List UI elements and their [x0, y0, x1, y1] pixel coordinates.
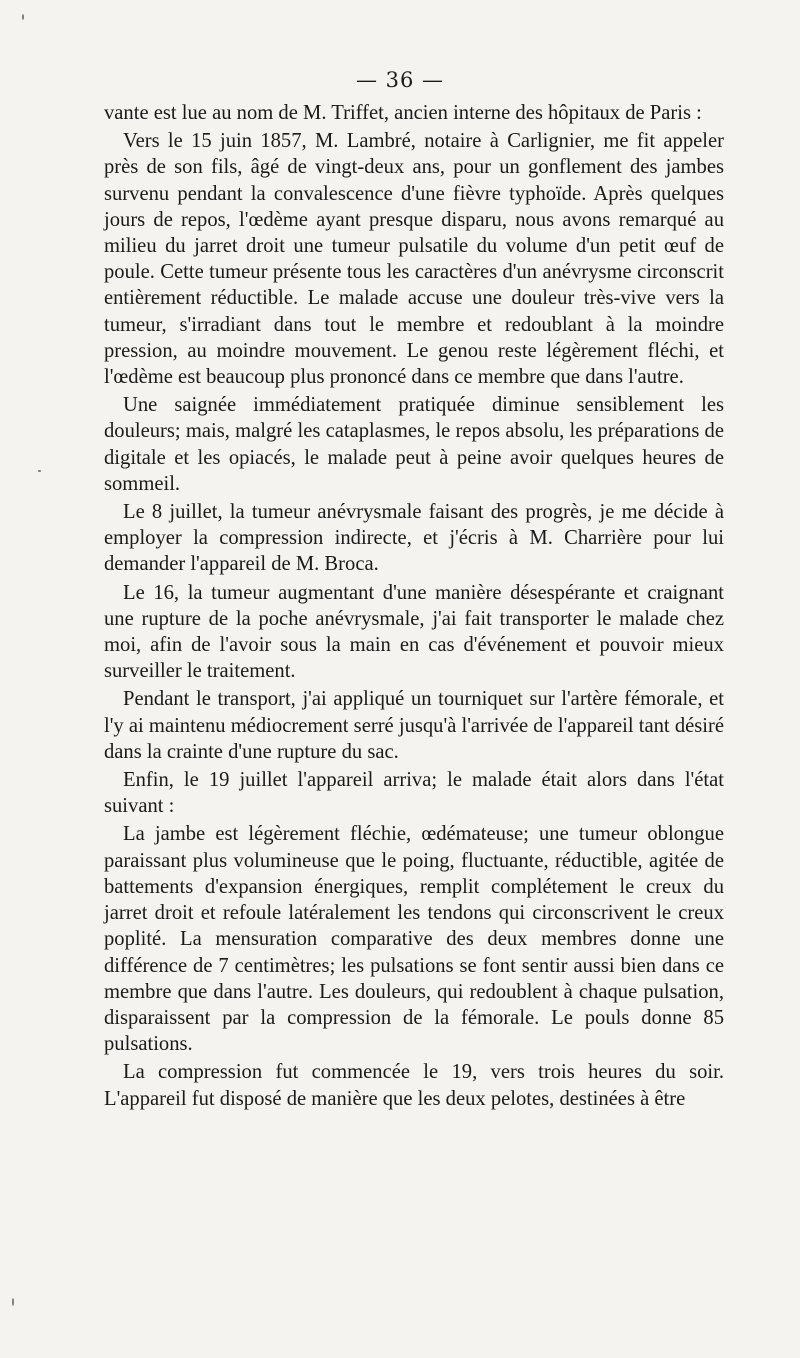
scan-speck: [38, 470, 41, 472]
paragraph-2: Vers le 15 juin 1857, M. Lambré, notaire à Carlignier, me fit appeler près de son fils, âgé de vingt-deux ans, pour un gonflement des jambes survenu pendant la convalescence d'une fièvre typhoïde. Après quelques jours de repos, l'œdème ayant presque disparu, nous avons remarqué au milieu du jarret droit une tumeur pulsatile du volume d'un petit œuf de poule. Cette tumeur présente tous les caractères d'un anévrysme circonscrit entièrement réductible. Le malade accuse une douleur très-vive vers la tumeur, s'irradiant dans tout le membre et redoublant à la moindre pression, au moindre mouvement. Le genou reste légèrement fléchi, et l'œdème est beaucoup plus prononcé dans ce membre que dans l'autre.: [104, 130, 724, 389]
paragraph-3: Une saignée immédiatement pratiquée diminue sensiblement les douleurs; mais, malgré les cataplasmes, le repos absolu, les préparations de digitale et les opiacés, le malade peut à peine avoir quelques heures de sommeil.: [104, 394, 724, 495]
paragraph-6: Pendant le transport, j'ai appliqué un tourniquet sur l'artère fémorale, et l'y ai maintenu médiocrement serré jusqu'à l'arrivée de l'appareil tant désiré dans la crainte d'une rupture du sac.: [104, 688, 724, 763]
paragraph-9: La compression fut commencée le 19, vers trois heures du soir. L'appareil fut disposé de manière que les deux pelotes, destinées à être: [104, 1061, 724, 1110]
paragraph-8: La jambe est légèrement fléchie, œdémateuse; une tumeur oblongue paraissant plus volumineuse que le poing, fluctuante, réductible, agitée de battements d'expansion énergiques, remplit complétement le creux du jarret droit et refoule latéralement les tendons qui circonscrivent le creux poplité. La mensuration comparative des deux membres donne une différence de 7 centimètres; les pulsations se font sentir aussi bien dans ce membre que dans l'autre. Les douleurs, qui redoublent à chaque pulsation, disparaissent par la compression de la fémorale. Le pouls donne 85 pulsations.: [104, 823, 724, 1056]
scan-speck: [12, 1298, 14, 1306]
paragraph-5: Le 16, la tumeur augmentant d'une manière désespérante et craignant une rupture de la poche anévrysmale, j'ai fait transporter le malade chez moi, afin de l'avoir sous la main en cas d'événement et pouvoir mieux surveiller le traitement.: [104, 581, 724, 683]
paragraph-1: vante est lue au nom de M. Triffet, ancien interne des hôpitaux de Paris :: [104, 102, 702, 124]
page-number: — 36 —: [355, 68, 445, 92]
paragraph-4: Le 8 juillet, la tumeur anévrysmale faisant des progrès, je me décide à employer la compression indirecte, et j'écris à M. Charrière pour lui demander l'appareil de M. Broca.: [104, 501, 724, 576]
scan-speck: [22, 14, 24, 20]
body-text: [104, 100, 724, 1114]
paragraph-7: Enfin, le 19 juillet l'appareil arriva; le malade était alors dans l'état suivant :: [104, 769, 724, 818]
